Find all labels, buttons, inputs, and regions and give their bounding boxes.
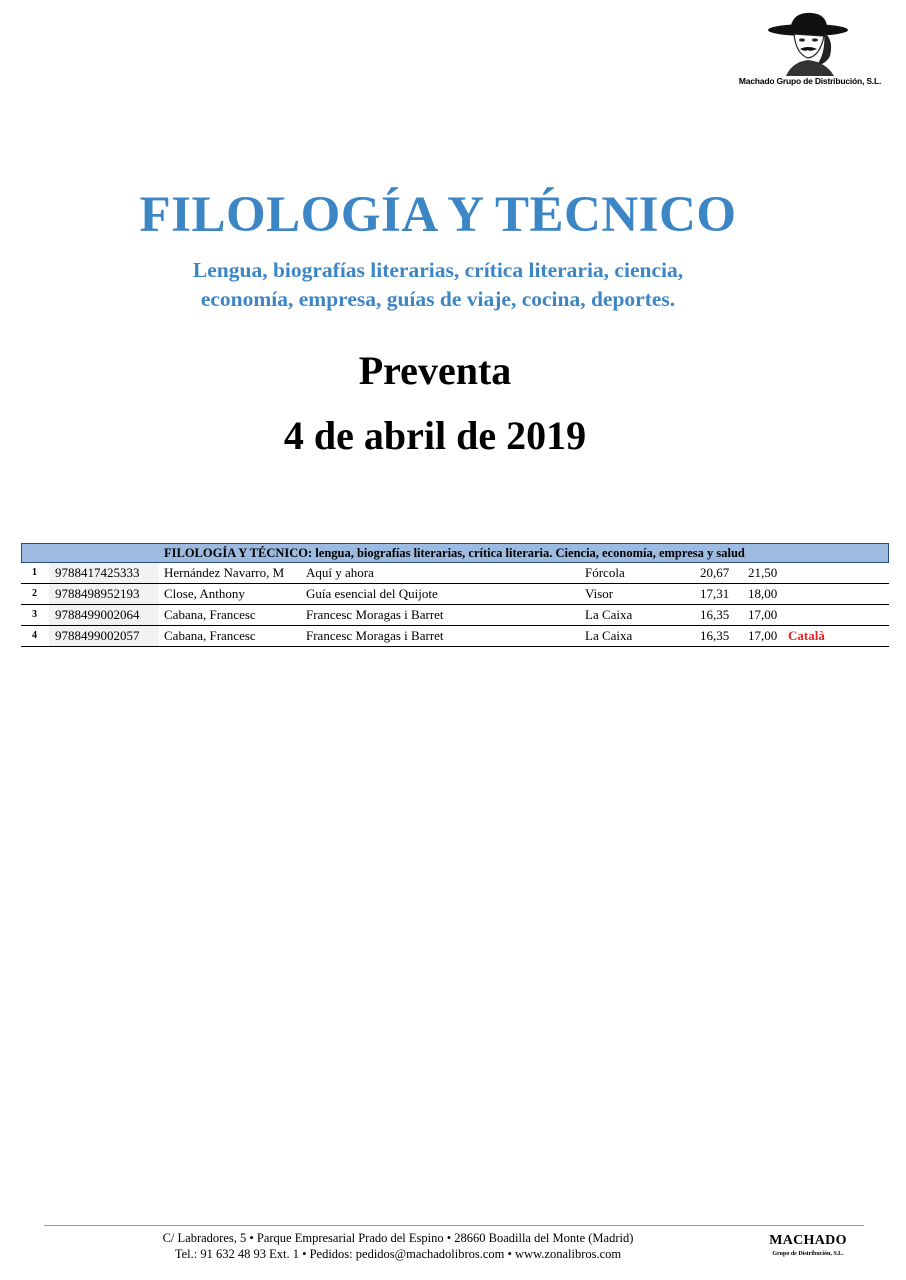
row-isbn: 9788498952193 <box>49 584 159 604</box>
footer-divider <box>44 1225 864 1226</box>
books-table <box>21 543 889 647</box>
preventa-heading: Preventa <box>358 348 512 393</box>
table-header: FILOLOGÍA Y TÉCNICO: lengua, biografías literarias, crítica literaria. Ciencia, economía, empresa y salud <box>21 543 889 563</box>
row-publisher: Fórcola <box>585 565 625 580</box>
row-pvp: 21,50 <box>748 565 778 580</box>
row-isbn: 9788499002057 <box>49 626 159 646</box>
row-number: 2 <box>32 588 37 599</box>
subtitle-line-1: Lengua, biografías literarias, crítica literaria, ciencia, <box>192 258 684 282</box>
footer-contact: Tel.: 91 632 48 93 Ext. 1 • Pedidos: pedidos@machadolibros.com • www.zonalibros.com <box>174 1247 622 1261</box>
footer-brand <box>752 1233 864 1259</box>
row-price: 20,67 <box>700 565 730 580</box>
row-title: Aquí y ahora <box>306 565 374 580</box>
footer-brand-sub: Grupo de Distribución, S.L. <box>772 1251 844 1257</box>
table-row <box>21 584 889 605</box>
row-price: 16,35 <box>700 628 730 643</box>
row-isbn: 9788499002064 <box>49 605 159 625</box>
row-language: Català <box>788 628 825 643</box>
footer-address: C/ Labradores, 5 • Parque Empresarial Prado del Espino • 28660 Boadilla del Monte (Madrid) <box>162 1231 634 1245</box>
company-logo <box>738 10 882 92</box>
row-number: 4 <box>32 630 37 641</box>
row-author: Cabana, Francesc <box>164 628 256 643</box>
footer-address-block <box>88 1230 708 1262</box>
row-pvp: 17,00 <box>748 628 778 643</box>
row-pvp: 17,00 <box>748 607 778 622</box>
table-row <box>21 626 889 647</box>
row-publisher: La Caixa <box>585 628 633 643</box>
row-title: Francesc Moragas i Barret <box>306 628 444 643</box>
row-author: Hernández Navarro, M <box>164 565 285 580</box>
row-pvp: 18,00 <box>748 586 778 601</box>
row-author: Close, Anthony <box>164 586 245 601</box>
row-title: Francesc Moragas i Barret <box>306 607 444 622</box>
release-date: 4 de abril de 2019 <box>283 413 587 458</box>
row-isbn: 9788417425333 <box>49 563 159 583</box>
man-with-hat-icon <box>738 10 882 76</box>
row-price: 17,31 <box>700 586 730 601</box>
footer-brand-name: MACHADO <box>769 1233 847 1248</box>
row-price: 16,35 <box>700 607 730 622</box>
row-title: Guía esencial del Quijote <box>306 586 438 601</box>
table-row <box>21 605 889 626</box>
row-number: 1 <box>32 567 37 578</box>
page-title: FILOLOGÍA Y TÉCNICO <box>139 187 737 243</box>
table-row <box>21 563 889 584</box>
row-publisher: Visor <box>585 586 614 601</box>
row-number: 3 <box>32 609 37 620</box>
row-publisher: La Caixa <box>585 607 633 622</box>
logo-text: Machado Grupo de Distribución, S.L. <box>738 76 882 86</box>
page-subtitle <box>0 256 876 314</box>
row-author: Cabana, Francesc <box>164 607 256 622</box>
subtitle-line-2: economía, empresa, guías de viaje, cocina, deportes. <box>200 287 676 311</box>
